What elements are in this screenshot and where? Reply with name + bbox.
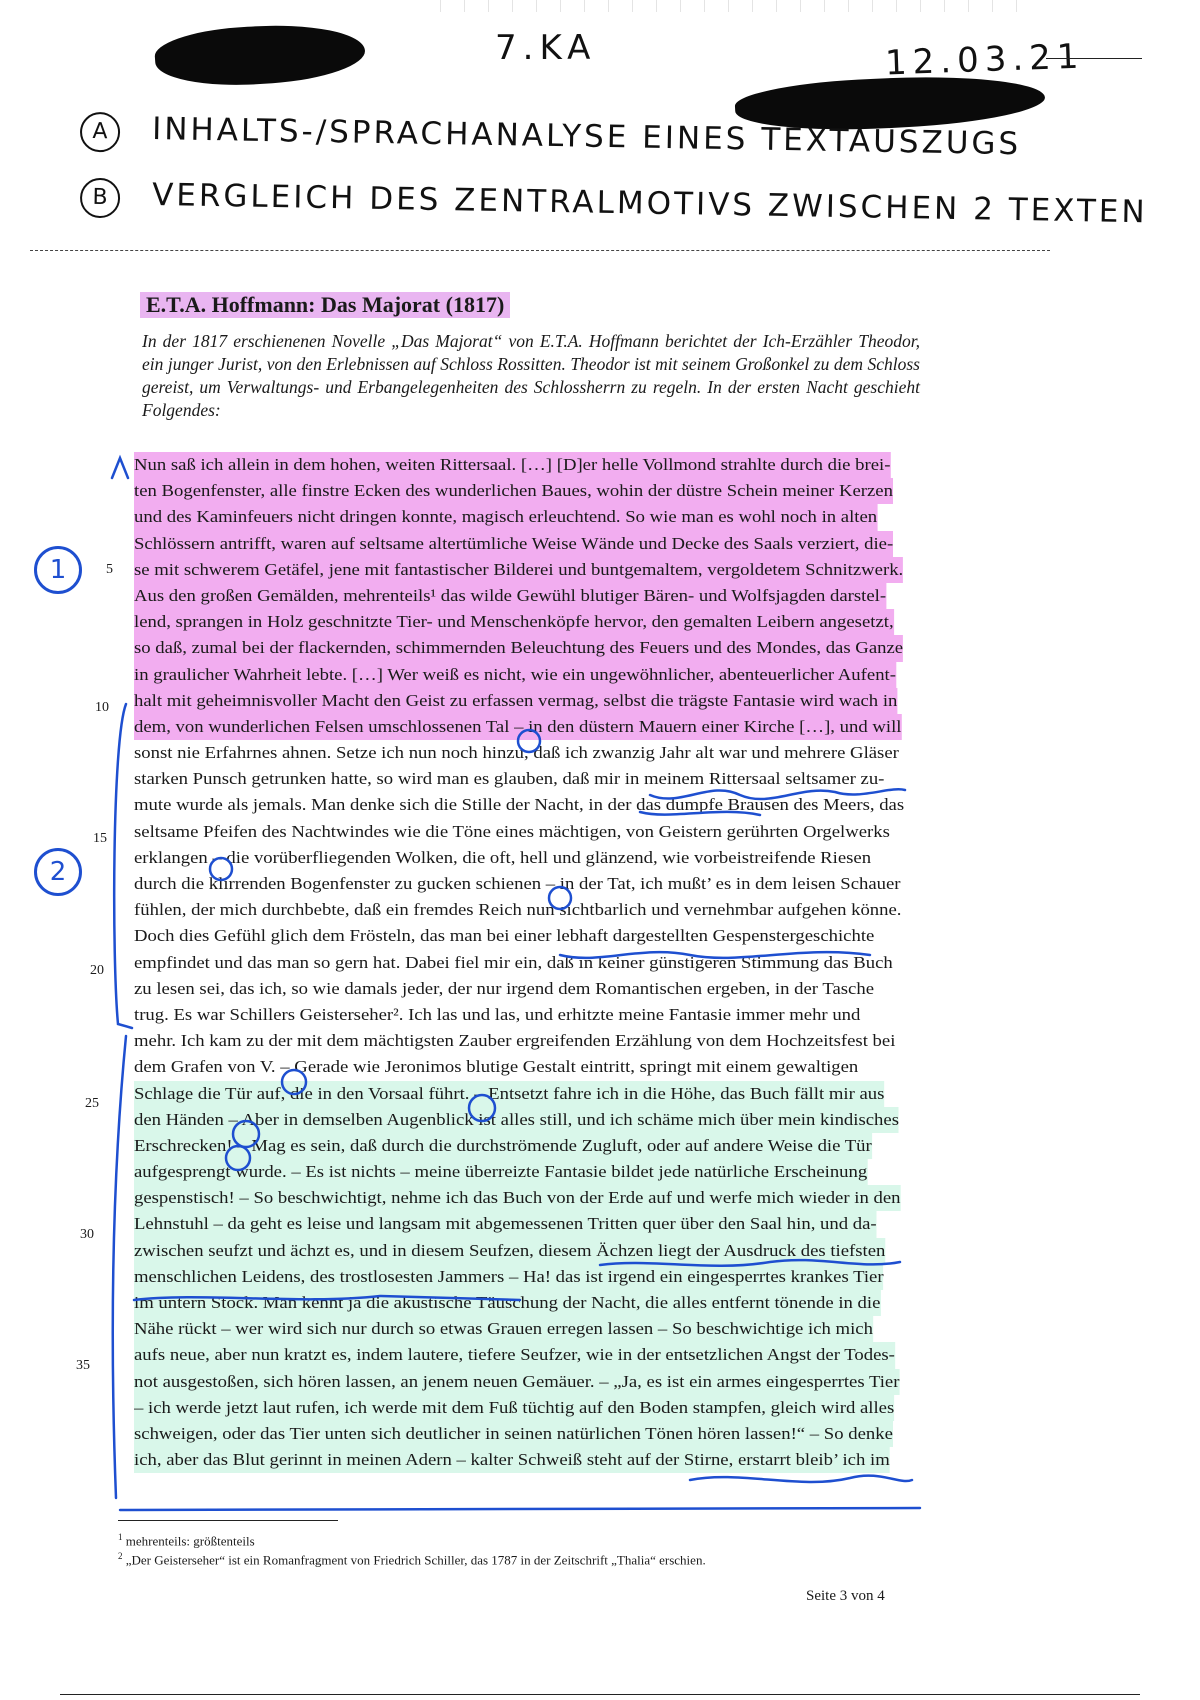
text-line-content: Lehnstuhl – da geht es leise und langsam mit abgemessenen Tritten quer über den Saal hin, und da- [134, 1211, 877, 1237]
wavy-underline [134, 1296, 520, 1300]
wavy-underline [690, 1476, 912, 1482]
text-line-content: ich, aber das Blut gerinnt in meinen Adern – kalter Schweiß steht auf der Stirne, erstarrt bleib’ ich im [134, 1447, 890, 1473]
text-line-content: not ausgestoßen, sich hören lassen, an jenem neuen Gemäuer. – „Ja, es ist ein armes eingesperrtes Tier [134, 1369, 899, 1395]
line-number: 5 [106, 562, 113, 577]
text-line-content: so daß, zumal bei der flackernden, schimmernden Beleuchtung des Feuers und des Mondes, das Ganze [134, 635, 903, 661]
wavy-underline [640, 812, 760, 815]
section-2-bracket [114, 704, 132, 1028]
text-line-content: Erschrecken! – Mag es sein, daß durch die durchströmende Zugluft, oder auf andere Weise die Tür [134, 1133, 872, 1159]
section-2-marker: 2 [34, 848, 82, 896]
text-line-content: Aus den großen Gemälden, mehrenteils¹ das wilde Gewühl blutiger Bären- und Wolfsjagden darstel- [134, 583, 886, 609]
circled-dash [282, 1070, 306, 1094]
exam-title: 7.KA [495, 28, 597, 68]
text-line-content: dem, von wunderlichen Felsen umschlossenen Tal – in den düstern Mauern einer Kirche […], und will [134, 714, 901, 740]
section-1-marker: 1 [34, 546, 82, 594]
document-intro: In der 1817 erschienenen Novelle „Das Majorat“ von E.T.A. Hoffmann berichtet der Ich-Erzähler Theodor, ein junger Jurist, von den Erlebnissen auf Schloss Rossitten. Theodor ist mit seinem Großonkel zu dem Schloss gereist, um Verwaltungs- und Erbangelegenheiten des Schlossherrn zu regeln. In der ersten Nacht geschieht Folgendes: [142, 331, 920, 420]
text-line-content: sonst nie Erfahrnes ahnen. Setze ich nun noch hinzu, daß ich zwanzig Jahr alt war und mehrere Gläser [134, 743, 899, 763]
text-line-content: mehr. Ich kam zu der mit dem mächtigsten Zauber ergreifenden Erzählung von dem Hochzeitsfest bei [134, 1031, 896, 1051]
text-line-content: aufgesprengt wurde. – Es ist nichts – meine überreizte Fantasie bildet jede natürliche Erscheinung [134, 1159, 867, 1185]
document-title: E.T.A. Hoffmann: Das Majorat (1817) [140, 292, 510, 318]
text-line-content: durch die klirrenden Bogenfenster zu gucken schienen – in der Tat, ich mußt’ es in dem leisen Schauer [134, 874, 901, 893]
line-number: 25 [85, 1096, 99, 1111]
bottom-edge [60, 1694, 1140, 1695]
wavy-underline [600, 1260, 900, 1266]
text-line-content: und des Kaminfeuers nicht dringen konnte, magisch erleuchtend. So wie man es wohl noch in alten [134, 504, 877, 530]
text-line-content: Schlössern antrifft, waren auf seltsame altertümliche Weise Wände und Decke des Saals verziert, die- [134, 531, 893, 557]
wavy-underline [650, 789, 905, 799]
line-number: 15 [93, 831, 107, 846]
task-b-text: VERGLEICH DES ZENTRALMOTIVS ZWISCHEN 2 TEXTEN [151, 176, 1148, 231]
text-line-content: den Händen – Aber in demselben Augenblick ist alles still, und ich schäme mich über mein kindisches [134, 1107, 899, 1133]
text-line-content: erklangen – die vorüberfliegenden Wolken, die oft, hell und glänzend, wie vorbeistreifende Riesen [134, 847, 872, 867]
page-number: Seite 3 von 4 [806, 1588, 885, 1604]
circled-dash [210, 858, 232, 880]
text-line-content: Doch dies Gefühl glich dem Frösteln, das man bei einer lebhaft dargestellten Gespenstergeschichte [134, 926, 875, 946]
text-line-content: Schlage die Tür auf, die in den Vorsaal führt. – Entsetzt fahre ich in die Höhe, das Buch fällt mir aus [134, 1081, 884, 1107]
section-3-bracket [113, 1036, 126, 1498]
task-a-marker: A [80, 112, 121, 153]
line-number: 35 [76, 1358, 90, 1373]
margin-rule [120, 1508, 920, 1510]
line-number: 20 [90, 963, 104, 978]
circled-dash [233, 1121, 259, 1147]
circled-dash [469, 1095, 495, 1121]
exam-date: 12.03.21 [884, 36, 1086, 84]
line-number: 10 [95, 700, 109, 715]
text-line-content: dem Grafen von V. – Gerade wie Jeronimos blutige Gestalt eintritt, springt mit einem gewaltigen [134, 1057, 859, 1077]
text-line-content: trug. Es war Schillers Geisterseher². Ich las und las, und erhitzte meine Fantasie immer mehr und [134, 1004, 861, 1024]
text-line-content: – ich werde jetzt laut rufen, ich werde mit dem Fuß tüchtig auf den Boden stampfen, gleich wird alles [134, 1395, 894, 1421]
text-line-content: in graulicher Wahrheit lebte. […] Wer weiß es nicht, wie ein ungewöhnlicher, abenteuerlicher Aufent- [134, 662, 896, 688]
line-number: 30 [80, 1227, 94, 1242]
text-line-content: halt mit geheimnisvoller Macht den Geist zu erfassen vermag, selbst die trägste Fantasie wird wach in [134, 688, 897, 714]
text-line-content: schweigen, oder das Tier unten sich deutlicher in seinen natürlichen Tönen hören lassen!“ – So denke [134, 1421, 893, 1447]
text-line-content: lend, sprangen in Holz geschnitzte Tier- und Menschenköpfe hervor, den gemalten Leibern angesetzt, [134, 609, 894, 635]
text-line-content: starken Punsch getrunken hatte, so wird man es glauben, daß mir in meinem Rittersaal seltsamer zu- [134, 769, 885, 789]
text-line-content: zwischen seufzt und ächzt es, und in diesem Seufzen, diesem Ächzen liegt der Ausdruck des tiefsten [134, 1238, 885, 1264]
footnote-rule [118, 1520, 338, 1521]
text-line-content: gespenstisch! – So beschwichtigt, nehme ich das Buch von der Erde auf und werfe mich wieder in den [134, 1185, 900, 1211]
text-line-content: Nähe rückt – wer wird sich nur durch so etwas Grauen erregen lassen – So beschwichtige ich mich [134, 1316, 873, 1342]
circled-dash [226, 1146, 250, 1170]
caret-mark [112, 458, 128, 478]
circled-dash [518, 730, 540, 752]
text-line-content: fühlen, der mich durchbebte, daß ein fremdes Reich nun sichtbarlich und vernehmbar aufgehen könne. [134, 900, 902, 920]
task-a-text: INHALTS-/SPRACHANALYSE EINES TEXTAUSZUGS [151, 111, 1022, 163]
circled-dash [549, 887, 571, 909]
footnote-text: mehrenteils: größtenteils [125, 1533, 255, 1549]
text-line-content: ten Bogenfenster, alle finstre Ecken des wunderlichen Baues, wohin der düstre Schein meiner Kerzen [134, 478, 893, 504]
text-line-content: im untern Stock. Man kennt ja die akustische Täuschung der Nacht, die alles entfernt tönende in die [134, 1290, 880, 1316]
text-line-content: seltsame Pfeifen des Nachtwindes wie die Töne eines mächtigen, von Geistern gerührten Orgelwerks [134, 821, 890, 841]
text-line-content: aufs neue, aber nun kratzt es, indem lautere, tiefere Seufzer, wie in der entsetzlichen Angst der Todes- [134, 1342, 895, 1368]
task-b-marker: B [80, 178, 121, 219]
footnote-text: „Der Geisterseher“ ist ein Romanfragment von Friedrich Schiller, das 1787 in der Zeitschrift „Thalia“ erschien. [125, 1552, 706, 1568]
text-line-content: empfindet und das man so gern hat. Dabei fiel mir ein, daß in keiner günstigeren Stimmung das Buch [134, 952, 893, 972]
wavy-underline [560, 952, 870, 958]
footnote-mark: 1 [118, 1532, 123, 1542]
footnote-mark: 2 [118, 1551, 123, 1561]
footnote-2 [118, 1547, 706, 1569]
text-line-content: Nun saß ich allein in dem hohen, weiten Rittersaal. […] [D]er helle Vollmond strahlte durch die brei- [134, 452, 890, 478]
text-line-content: zu lesen sei, das ich, so wie damals jeder, der nur irgend dem Romantischen ergeben, in der Tasche [134, 978, 875, 998]
text-line-content: mute wurde als jemals. Man denke sich die Stille der Nacht, in der das dumpfe Brausen des Meers, das [134, 795, 905, 815]
text-line-content: se mit schwerem Getäfel, jene mit fantastischer Bilderei und buntgemaltem, vergoldetem Schnitzwerk. [134, 557, 903, 583]
text-line-content: menschlichen Leidens, des trostlosesten Jammers – Ha! das ist irgend ein eingesperrtes krankes Tier [134, 1264, 884, 1290]
